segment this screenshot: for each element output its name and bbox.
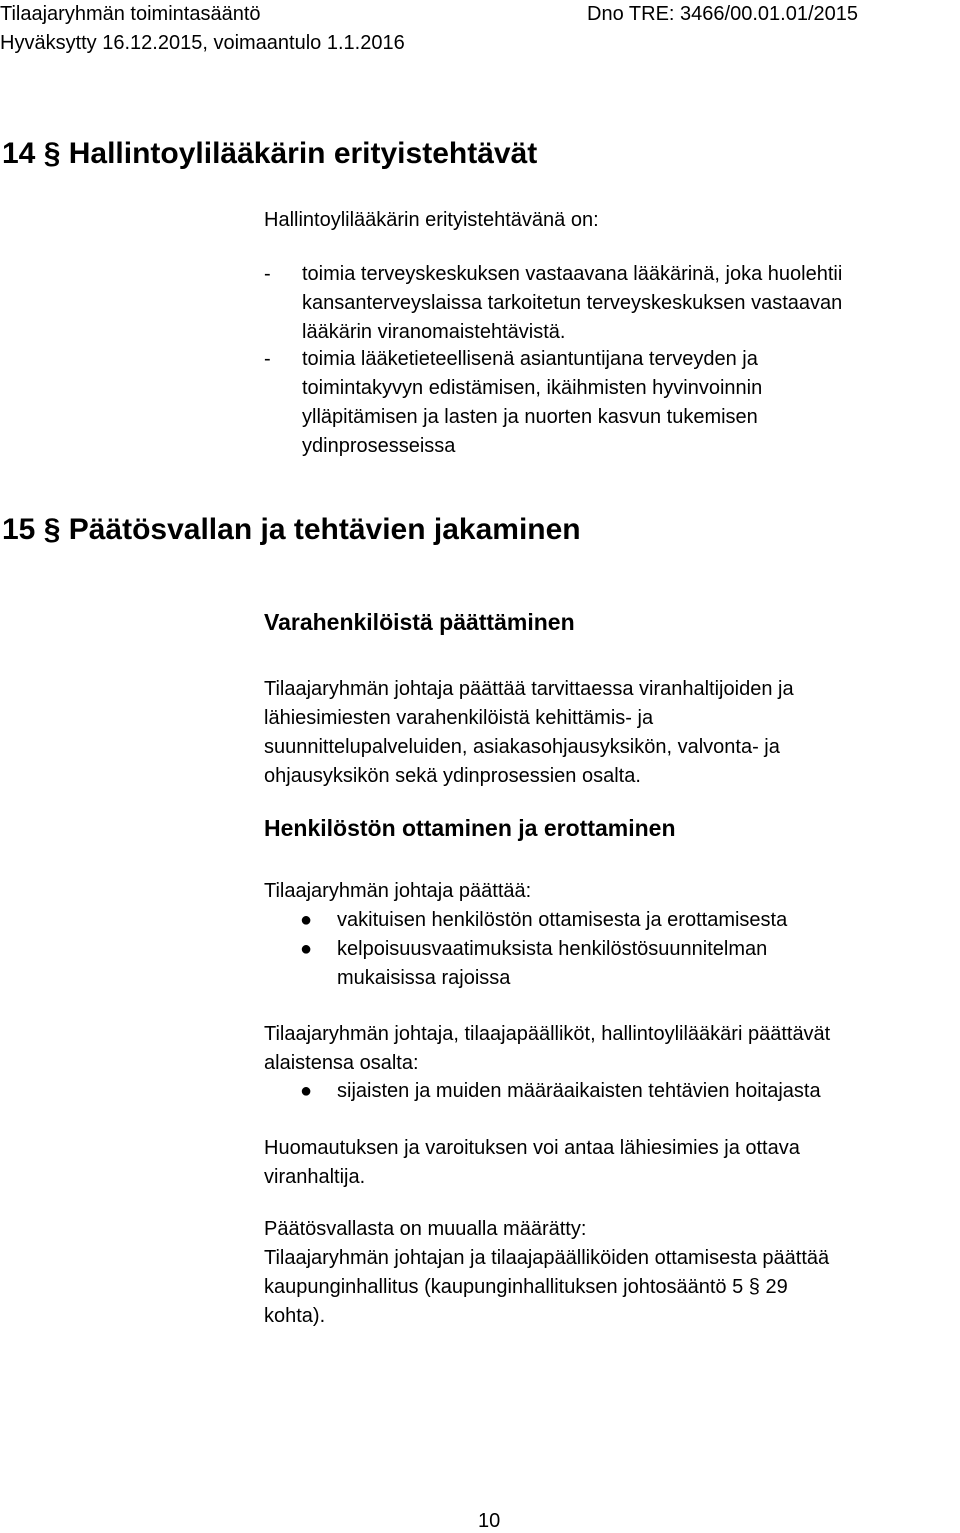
duty-item-1-line: kansanterveyslaissa tarkoitetun terveyskeskuksen vastaavan	[302, 292, 843, 314]
page-number: 10	[478, 1510, 501, 1532]
bullet-text: mukaisissa rajoissa	[337, 967, 511, 989]
approval-date: Hyväksytty 16.12.2015, voimaantulo 1.1.2016	[0, 32, 405, 54]
warning-paragraph	[264, 1134, 800, 1192]
bullet-text: sijaisten ja muiden määräaikaisten tehtävien hoitajasta	[337, 1080, 821, 1102]
bullet-item	[300, 935, 940, 993]
duty-item-2	[264, 345, 954, 461]
duty-item-2-line: toimia lääketieteellisenä asiantuntijana terveyden ja	[302, 348, 758, 370]
bullet-item	[300, 1077, 940, 1106]
duty-item-1-line: toimia terveyskeskuksen vastaavana lääkärinä, joka huolehtii	[302, 263, 843, 285]
duty-item-1-line: lääkärin viranomaistehtävistä.	[302, 321, 566, 343]
paragraph-line: suunnittelupalveluiden, asiakasohjausyksikön, valvonta- ja	[264, 736, 780, 758]
bullet-text: vakituisen henkilöstön ottamisesta ja erottamisesta	[337, 909, 788, 931]
paragraph-line: Tilaajaryhmän johtaja, tilaajapäälliköt, hallintoylilääkäri päättävät	[264, 1023, 831, 1045]
document-title: Tilaajaryhmän toimintasääntö	[0, 3, 261, 25]
section-15-heading: 15 § Päätösvallan ja tehtävien jakaminen	[2, 513, 581, 546]
document-number: Dno TRE: 3466/00.01.01/2015	[587, 3, 858, 25]
paragraph-line: alaistensa osalta:	[264, 1052, 419, 1074]
duty-item-2-line: ydinprosesseissa	[302, 435, 456, 457]
staffing-intro: Tilaajaryhmän johtaja päättää:	[264, 880, 532, 902]
paragraph-line: kohta).	[264, 1305, 326, 1327]
section-14-intro: Hallintoylilääkärin erityistehtävänä on:	[264, 209, 599, 231]
paragraph-line: kaupunginhallitus (kaupunginhallituksen johtosääntö 5 § 29	[264, 1276, 788, 1298]
managers-paragraph	[264, 1020, 830, 1078]
dash-marker: -	[264, 263, 271, 285]
bullet-icon: ●	[300, 1080, 313, 1102]
paragraph-line: Huomautuksen ja varoituksen voi antaa lähiesimies ja ottava	[264, 1137, 800, 1159]
paragraph-line: ohjausyksikön sekä ydinprosessien osalta.	[264, 765, 641, 787]
authority-paragraph	[264, 1215, 829, 1331]
duty-item-2-line: ylläpitämisen ja lasten ja nuorten kasvun tukemisen	[302, 406, 758, 428]
paragraph-line: lähiesimiesten varahenkilöistä kehittämis- ja	[264, 707, 654, 729]
bullet-icon: ●	[300, 938, 313, 960]
duty-item-1	[264, 260, 954, 347]
bullet-item	[300, 906, 940, 935]
dash-marker: -	[264, 348, 271, 370]
bullet-icon: ●	[300, 909, 313, 931]
section-14-heading: 14 § Hallintoylilääkärin erityistehtävät	[2, 137, 538, 170]
deputies-paragraph	[264, 675, 794, 791]
paragraph-line: Tilaajaryhmän johtajan ja tilaajapäälliköiden ottamisesta päättää	[264, 1247, 830, 1269]
paragraph-line: Päätösvallasta on muualla määrätty:	[264, 1218, 587, 1240]
paragraph-line: viranhaltija.	[264, 1166, 366, 1188]
bullet-text: kelpoisuusvaatimuksista henkilöstösuunnitelman	[337, 938, 768, 960]
subsection-heading-staffing: Henkilöstön ottaminen ja erottaminen	[264, 815, 676, 841]
subsection-heading-deputies: Varahenkilöistä päättäminen	[264, 609, 575, 635]
paragraph-line: Tilaajaryhmän johtaja päättää tarvittaessa viranhaltijoiden ja	[264, 678, 794, 700]
duty-item-2-line: toimintakyvyn edistämisen, ikäihmisten hyvinvoinnin	[302, 377, 763, 399]
